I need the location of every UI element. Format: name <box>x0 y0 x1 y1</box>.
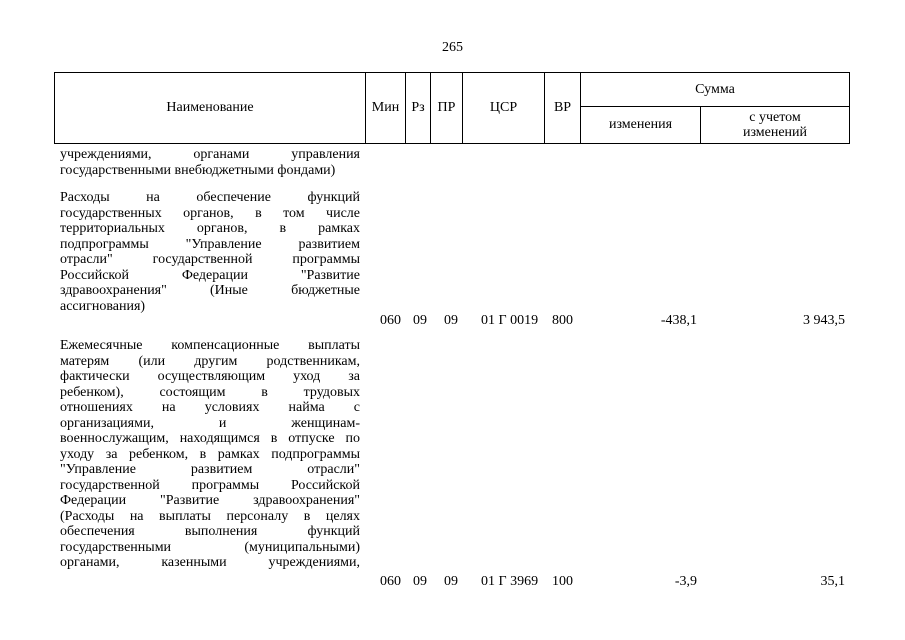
row-1-csr: 01 Г 0019 <box>481 313 539 328</box>
row-2-rz: 09 <box>413 574 427 589</box>
text-line: фактически осуществляющим уход за <box>60 369 360 384</box>
header-change: изменения <box>580 106 701 144</box>
header-name: Наименование <box>54 72 366 144</box>
header-sum: Сумма <box>580 72 850 107</box>
text-line: ассигнования) <box>60 298 146 314</box>
header-with-change: с учетом изменений <box>700 106 850 144</box>
text-line: отрасли" государственной программы <box>60 252 360 267</box>
row-2-vr: 100 <box>552 574 573 589</box>
row-1-change: -438,1 <box>660 313 697 328</box>
row-1-pr: 09 <box>444 313 458 328</box>
text-line: обеспечения выполнения функций <box>60 524 360 539</box>
table-header <box>54 72 850 144</box>
text-line: учреждениями, органами управления <box>60 147 360 162</box>
row-1-total: 3 943,5 <box>803 313 845 328</box>
row-1-text <box>60 190 360 314</box>
text-line: государственными (муниципальными) <box>60 539 360 555</box>
text-line: государственной программы Российской <box>60 477 360 493</box>
text-line: военнослужащим, находящимся в отпуске по <box>60 431 360 446</box>
header-rz: Рз <box>405 72 431 144</box>
row-2-pr: 09 <box>444 574 458 589</box>
text-line: организациями, и женщинам- <box>60 415 360 431</box>
header-vr: ВР <box>544 72 581 144</box>
text-line: государственными внебюджетными фондами) <box>60 162 336 178</box>
text-line: здравоохранения" (Иные бюджетные <box>60 283 360 298</box>
row-2-min: 060 <box>380 574 401 589</box>
text-line: подпрограммы "Управление развитием <box>60 236 360 252</box>
page-number: 265 <box>442 40 463 55</box>
text-line: Расходы на обеспечение функций <box>60 190 360 205</box>
row-2-text <box>60 338 360 571</box>
row-1-min: 060 <box>380 313 401 328</box>
text-line: Ежемесячные компенсационные выплаты <box>60 338 360 353</box>
text-line: отношениях на условиях найма с <box>60 400 360 415</box>
text-line: (Расходы на выплаты персоналу в целях <box>60 508 360 524</box>
text-line: Российской Федерации "Развитие <box>60 267 360 283</box>
row-1-vr: 800 <box>552 313 573 328</box>
text-line: ребенком), состоящим в трудовых <box>60 384 360 400</box>
row-2-change: -3,9 <box>674 574 697 589</box>
row-0-text <box>60 147 360 178</box>
text-line: Федерации "Развитие здравоохранения" <box>60 493 360 508</box>
text-line: "Управление развитием отрасли" <box>60 462 360 477</box>
header-min: Мин <box>365 72 406 144</box>
text-line: уходу за ребенком, в рамках подпрограммы <box>60 446 360 462</box>
row-2-total: 35,1 <box>820 574 845 589</box>
header-csr: ЦСР <box>462 72 545 144</box>
text-line: матерям (или другим родственникам, <box>60 353 360 369</box>
text-line: государственных органов, в том числе <box>60 205 360 221</box>
row-2-csr: 01 Г 3969 <box>481 574 539 589</box>
row-1-rz: 09 <box>413 313 427 328</box>
text-line: органами, казенными учреждениями, <box>60 555 360 570</box>
header-pr: ПР <box>430 72 463 144</box>
text-line: территориальных органов, в рамках <box>60 221 360 236</box>
